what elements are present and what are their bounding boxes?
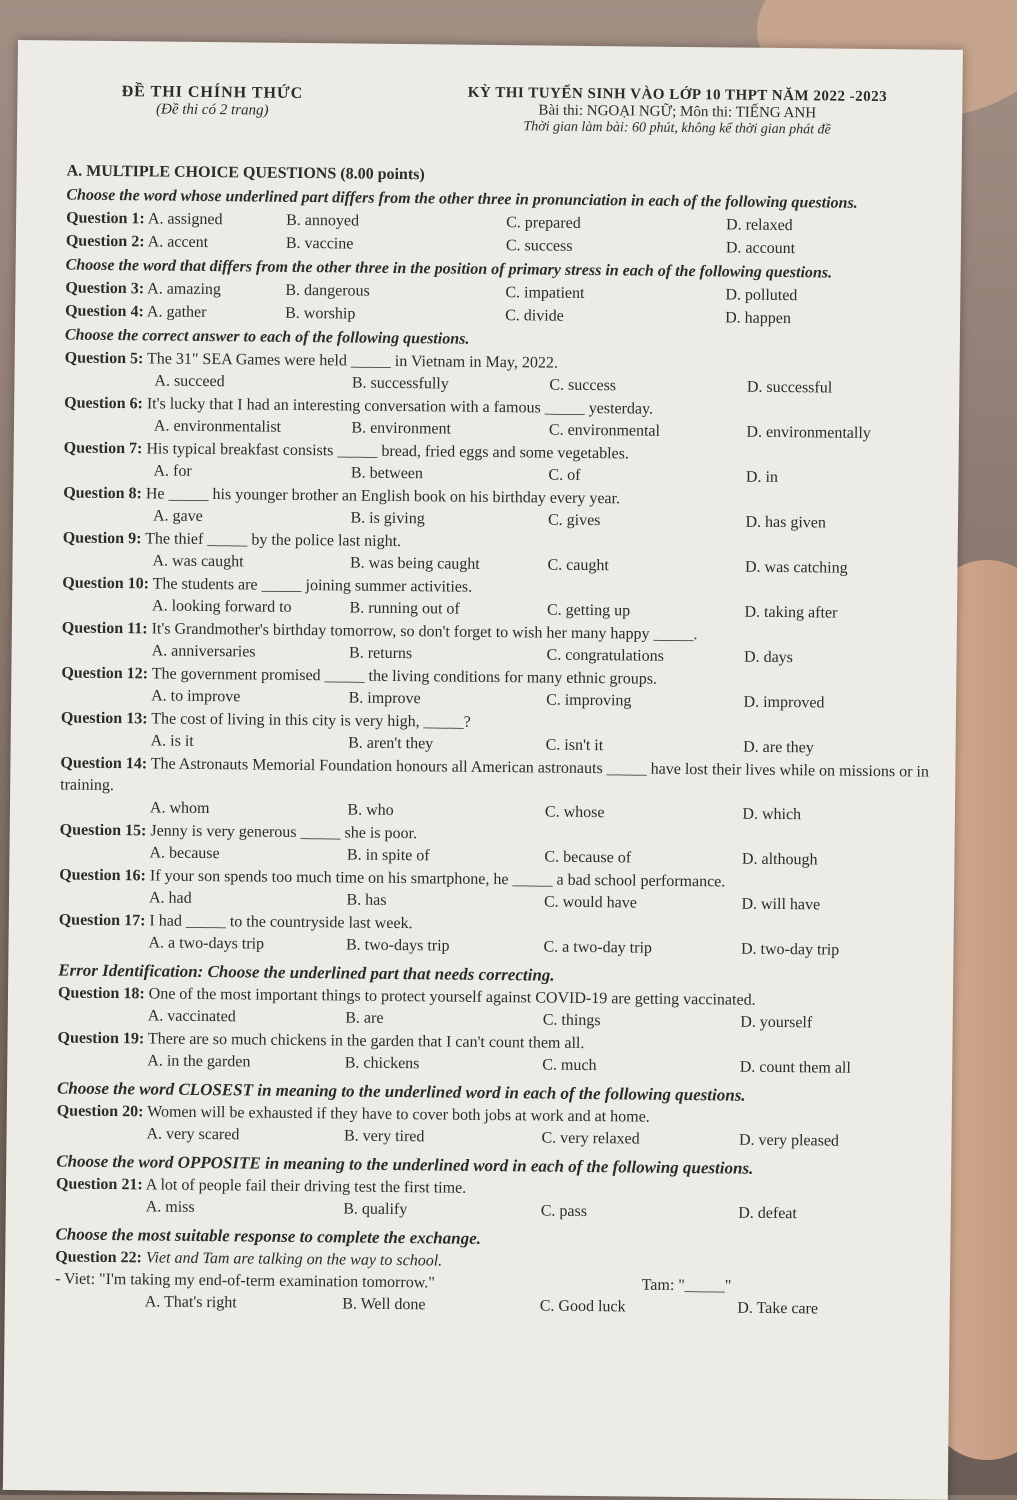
q15-option-c: C. because of — [544, 848, 632, 867]
q9-stem: The thief _____ by the police last night. — [145, 530, 402, 551]
q18-label: Question 18: — [57, 984, 145, 1003]
q5-option-d: D. successful — [746, 378, 833, 397]
q17-stem: I had _____ to the countryside last week. — [149, 912, 413, 933]
q11-stem: It's Grandmother's birthday tomorrow, so don't forget to wish her many happy _____. — [151, 620, 698, 644]
q7-option-d: D. in — [745, 468, 779, 486]
q5-option-a: A. succeed — [154, 372, 225, 391]
q21-label: Question 21: — [55, 1175, 143, 1194]
q4-option-b: B. worship — [285, 304, 356, 323]
q1-option-a: A. assigned — [147, 210, 223, 229]
q9-option-c: C. caught — [547, 556, 609, 575]
q4-label: Question 4: — [65, 302, 144, 321]
q11-option-b: B. returns — [349, 644, 413, 663]
instruction-response: Choose the most suitable response to complete the exchange. — [55, 1224, 482, 1248]
q10-option-c: C. getting up — [546, 601, 631, 620]
q5-option-b: B. successfully — [351, 374, 449, 393]
q3-option-b: B. dangerous — [285, 281, 370, 300]
q16-option-c: C. would have — [543, 893, 637, 912]
q21-option-d: D. defeat — [738, 1204, 797, 1223]
header-left — [87, 83, 337, 121]
q5-stem: The 31" SEA Games were held _____ in Vietnam in May, 2022. — [146, 350, 558, 372]
q6-option-d: D. environmentally — [746, 423, 871, 442]
q9-option-d: D. was catching — [744, 558, 848, 577]
q12-option-c: C. improving — [546, 691, 632, 710]
q12-stem: The government promised _____ the living conditions for many ethnic groups. — [151, 665, 658, 688]
q20-label: Question 20: — [56, 1102, 144, 1121]
q21-option-b: B. qualify — [343, 1200, 408, 1219]
q11-option-a: A. anniversaries — [151, 642, 256, 661]
q2-option-d: D. account — [725, 239, 796, 258]
q4-option-c: C. divide — [505, 307, 564, 325]
q22-option-a: A. That's right — [144, 1293, 237, 1312]
q4-option-d: D. happen — [725, 309, 791, 328]
q22-option-c: C. Good luck — [539, 1297, 626, 1316]
q19-option-b: B. chickens — [344, 1054, 420, 1073]
q11-label: Question 11: — [61, 619, 148, 638]
instruction-error: Error Identification: Choose the underlined part that needs correcting. — [58, 960, 555, 985]
q7-option-b: B. between — [350, 464, 424, 483]
q13-option-c: C. isn't it — [545, 736, 604, 755]
q22-viet-line: - Viet: "I'm taking my end-of-term examination tomorrow." — [54, 1270, 435, 1292]
instruction-correct-answer: Choose the correct answer to each of the following questions. — [64, 326, 470, 348]
q12-option-d: D. improved — [743, 693, 825, 712]
q10-stem: The students are _____ joining summer activities. — [152, 575, 473, 596]
q10-option-b: B. running out of — [349, 599, 460, 618]
q19-stem: There are so much chickens in the garden that I can't count them all. — [147, 1030, 585, 1052]
q1-option-d: D. relaxed — [726, 216, 793, 235]
q17-option-c: C. a two-day trip — [543, 938, 653, 957]
q22-label: Question 22: — [55, 1248, 143, 1267]
exam-content — [55, 161, 947, 1322]
instruction-closest: Choose the word CLOSEST in meaning to the underlined word in each of the following questions. — [56, 1078, 746, 1105]
q7-label: Question 7: — [63, 439, 143, 458]
exam-title: KỲ THI TUYỂN SINH VÀO LỚP 10 THPT NĂM 2022 -2023 — [467, 84, 888, 106]
exam-paper — [3, 40, 963, 1500]
q16-label: Question 16: — [59, 866, 147, 885]
q14-option-d: D. which — [742, 805, 802, 824]
q8-stem: He _____ his younger brother an English book on his birthday every year. — [145, 485, 621, 508]
q14-option-c: C. whose — [544, 803, 605, 822]
q22-option-b: B. Well done — [342, 1295, 426, 1314]
q14-label: Question 14: — [60, 754, 148, 773]
q7-stem: His typical breakfast consists _____ bread, fried eggs and some vegetables. — [146, 440, 629, 463]
q19-option-a: A. in the garden — [147, 1052, 251, 1071]
page-count: (Đề thi có 2 trang) — [155, 101, 269, 119]
q8-option-d: D. has given — [745, 513, 827, 532]
instruction-opposite: Choose the word OPPOSITE in meaning to the underlined word in each of the following questions. — [56, 1151, 754, 1178]
q22-tam-line: Tam: "_____" — [641, 1276, 732, 1295]
q16-option-d: D. will have — [741, 895, 821, 914]
q15-option-a: A. because — [149, 844, 220, 863]
q18-option-b: B. are — [345, 1009, 384, 1027]
q21-option-a: A. miss — [145, 1198, 195, 1216]
q7-option-c: C. of — [548, 466, 581, 484]
q19-option-c: C. much — [542, 1056, 597, 1075]
q2-label: Question 2: — [65, 232, 145, 251]
q10-label: Question 10: — [62, 574, 150, 593]
q1-option-c: C. prepared — [506, 214, 581, 232]
q3-option-a: A. amazing — [147, 280, 222, 299]
q5-option-c: C. success — [549, 376, 617, 395]
q20-option-c: C. very relaxed — [541, 1129, 640, 1148]
q21-stem: A lot of people fail their driving test the first time. — [145, 1176, 467, 1197]
q14-stem: The Astronauts Memorial Foundation honours all American astronauts _____ have lost their lives while on missions or in training. — [60, 755, 929, 795]
q17-option-b: B. two-days trip — [345, 936, 450, 955]
q22-option-d: D. Take care — [737, 1299, 819, 1318]
q8-option-c: C. gives — [547, 511, 601, 530]
q11-option-c: C. congratulations — [546, 646, 664, 665]
q3-label: Question 3: — [65, 279, 145, 298]
q6-option-a: A. environmentalist — [153, 417, 282, 436]
q20-option-a: A. very scared — [146, 1125, 240, 1144]
q18-option-a: A. vaccinated — [147, 1007, 236, 1026]
q13-option-d: D. are they — [743, 738, 814, 757]
exam-time: Thời gian làm bài: 60 phút, không kể thời gian phát đề — [523, 119, 831, 138]
q12-option-a: A. to improve — [151, 687, 241, 706]
q11-option-d: D. days — [743, 648, 794, 667]
q6-option-b: B. environment — [351, 419, 452, 438]
q5-label: Question 5: — [64, 349, 144, 368]
q20-option-d: D. very pleased — [738, 1131, 840, 1150]
section-a-title: A. MULTIPLE CHOICE QUESTIONS (8.00 points) — [66, 162, 425, 184]
q15-stem: Jenny is very generous _____ she is poor. — [150, 822, 418, 843]
q17-label: Question 17: — [58, 911, 146, 930]
q1-option-b: B. annoyed — [286, 211, 360, 230]
official-title: ĐỀ THI CHÍNH THỨC — [121, 83, 304, 102]
q15-option-d: D. although — [741, 850, 818, 869]
q6-stem: It's lucky that I had an interesting conversation with a famous _____ yesterday. — [146, 395, 654, 418]
exam-subject: Bài thi: NGOẠI NGỮ; Môn thi: TIẾNG ANH — [538, 102, 817, 122]
q19-option-d: D. count them all — [739, 1058, 851, 1077]
q18-option-d: D. yourself — [740, 1013, 813, 1032]
q10-option-a: A. looking forward to — [151, 597, 292, 616]
q2-option-a: A. accent — [147, 233, 209, 252]
q7-option-a: A. for — [153, 462, 192, 480]
header-right — [417, 84, 937, 139]
q3-option-d: D. polluted — [725, 286, 798, 305]
q4-option-a: A. gather — [146, 303, 207, 321]
q8-option-a: A. gave — [152, 507, 203, 525]
q13-option-b: B. aren't they — [348, 734, 434, 753]
q16-option-a: A. had — [148, 889, 192, 907]
q13-option-a: A. is it — [150, 732, 194, 750]
q8-option-b: B. is giving — [350, 509, 425, 528]
q14-option-a: A. whom — [149, 799, 210, 818]
q13-stem: The cost of living in this city is very high, _____? — [151, 710, 471, 731]
q20-stem: Women will be exhausted if they have to cover both jobs at work and at home. — [147, 1103, 650, 1126]
q10-option-d: D. taking after — [744, 603, 838, 622]
instruction-stress: Choose the word that differs from the other three in the position of primary stress in each of the following questions. — [65, 256, 833, 282]
q12-label: Question 12: — [61, 664, 149, 683]
q9-label: Question 9: — [62, 529, 142, 548]
q6-label: Question 6: — [64, 394, 143, 413]
q20-option-b: B. very tired — [343, 1127, 425, 1146]
q18-stem: One of the most important things to protect yourself against COVID-19 are getting vaccinated. — [148, 985, 756, 1009]
q9-option-b: B. was being caught — [349, 554, 480, 573]
q2-option-b: B. vaccine — [285, 234, 354, 253]
q15-option-b: B. in spite of — [346, 846, 430, 865]
q12-option-b: B. improve — [348, 689, 421, 708]
q17-option-a: A. a two-days trip — [148, 934, 265, 953]
q22-stem: Viet and Tam are talking on the way to school. — [145, 1249, 443, 1270]
q18-option-c: C. things — [542, 1011, 601, 1030]
q6-option-c: C. environmental — [548, 421, 661, 440]
q9-option-a: A. was caught — [152, 552, 244, 571]
q19-label: Question 19: — [57, 1029, 145, 1048]
q8-label: Question 8: — [63, 484, 143, 503]
q2-option-c: C. success — [505, 237, 573, 255]
q16-stem: If your son spends too much time on his smartphone, he _____ a bad school performance. — [149, 867, 726, 891]
q17-option-d: D. two-day trip — [740, 940, 840, 959]
q16-option-b: B. has — [346, 891, 387, 909]
q15-label: Question 15: — [59, 821, 147, 840]
q14-option-b: B. who — [347, 801, 394, 819]
instruction-pronunciation: Choose the word whose underlined part differs from the other three in pronunciation in each of the following questions. — [66, 186, 858, 212]
q13-label: Question 13: — [60, 709, 148, 728]
q1-label: Question 1: — [66, 209, 145, 228]
q3-option-c: C. impatient — [505, 284, 585, 302]
q21-option-c: C. pass — [540, 1202, 588, 1221]
